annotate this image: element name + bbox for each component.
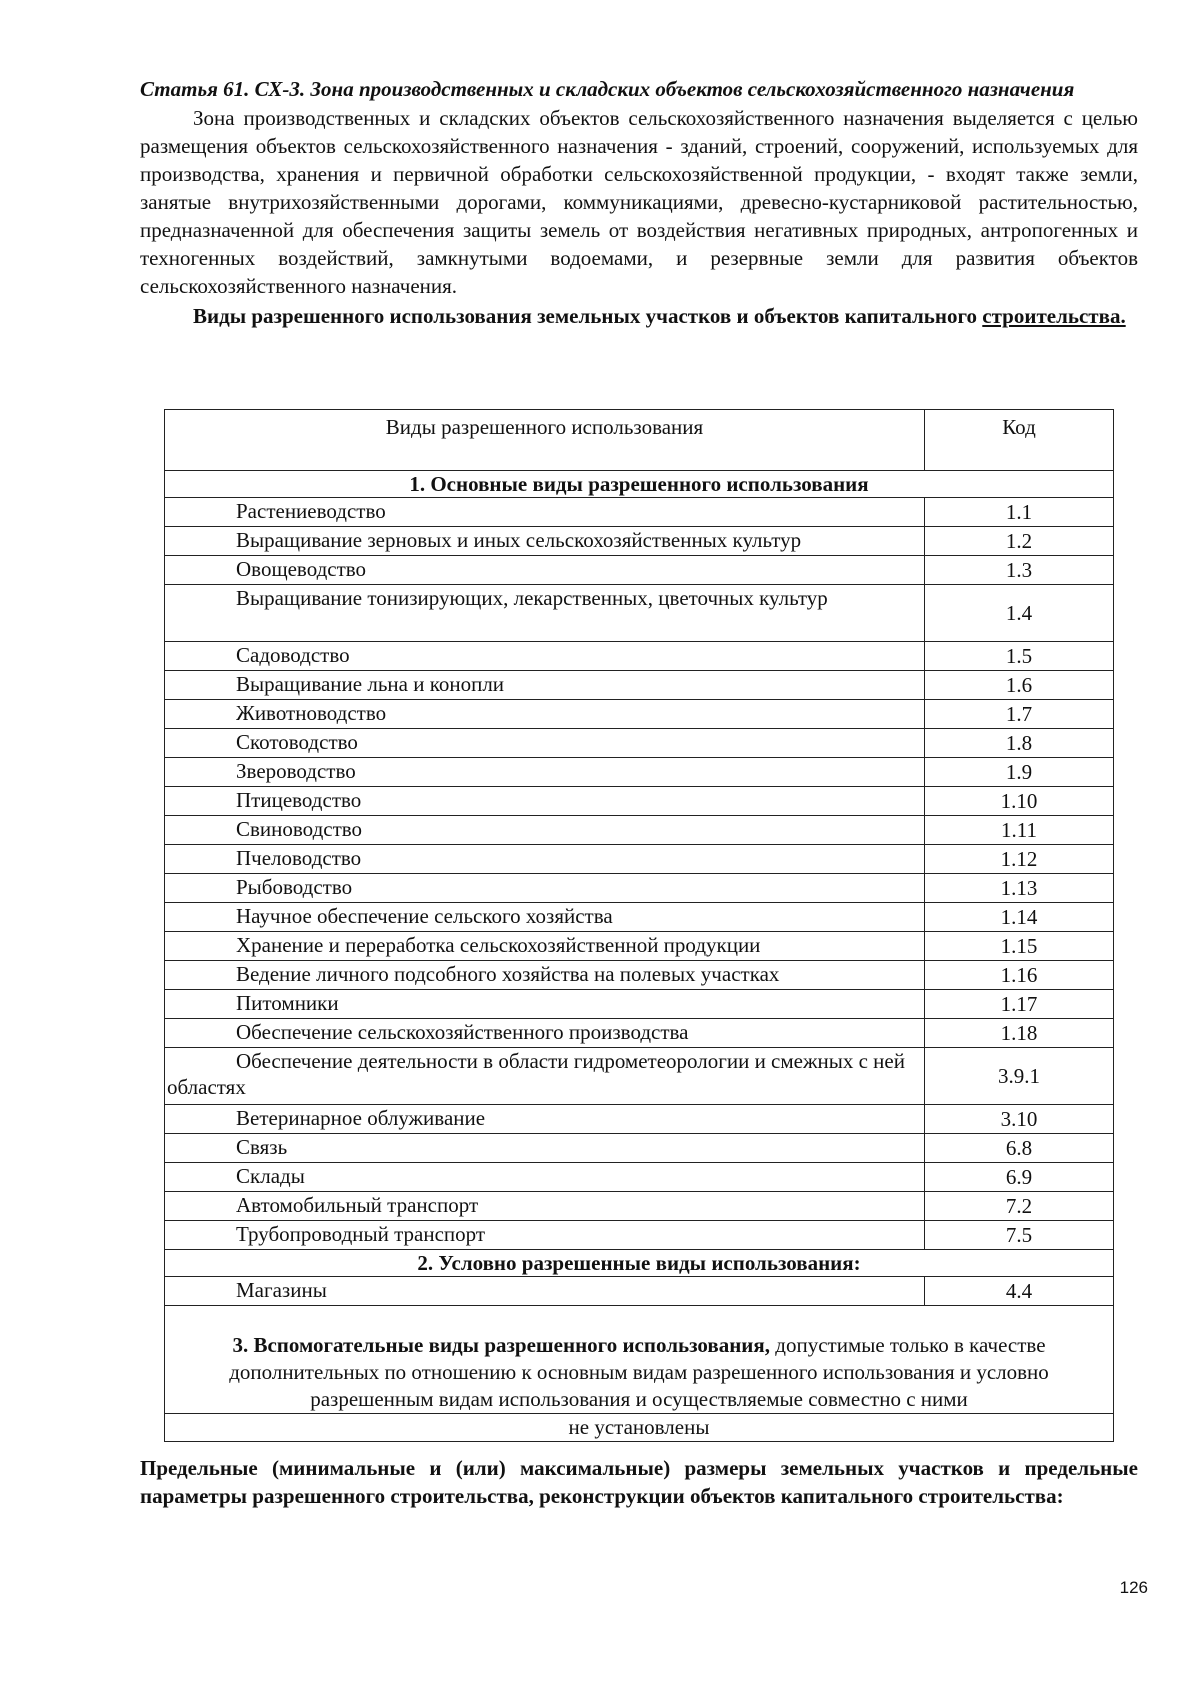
- table-row: [165, 585, 1114, 642]
- use-name: Рыбоводство: [165, 874, 925, 903]
- group-main-row: [165, 471, 1114, 498]
- permitted-uses-table: [164, 409, 1114, 1442]
- table-row: [165, 556, 1114, 585]
- use-name: Скотоводство: [165, 729, 925, 758]
- use-name: Овощеводство: [165, 556, 925, 585]
- group-auxiliary-row: [165, 1306, 1114, 1414]
- use-name: Связь: [165, 1134, 925, 1163]
- table-row: [165, 816, 1114, 845]
- use-code: 3.10: [925, 1105, 1114, 1134]
- use-code: 1.16: [925, 961, 1114, 990]
- use-name: Магазины: [165, 1277, 925, 1306]
- use-name: Выращивание льна и конопли: [165, 671, 925, 700]
- use-code: 6.9: [925, 1163, 1114, 1192]
- limits-heading: Предельные (минимальные и (или) максимальные) размеры земельных участков и предельные параметры разрешенного строительства, реконструкции объектов капитального строительства:: [140, 1456, 1138, 1508]
- use-code: 1.2: [925, 527, 1114, 556]
- use-code: 1.15: [925, 932, 1114, 961]
- use-code: 1.6: [925, 671, 1114, 700]
- table-row: [165, 961, 1114, 990]
- table-row: [165, 1105, 1114, 1134]
- table-row: [165, 1192, 1114, 1221]
- use-name: Растениеводство: [165, 498, 925, 527]
- table-row: [165, 1134, 1114, 1163]
- use-name: Выращивание зерновых и иных сельскохозяйственных культур: [165, 527, 925, 556]
- section-heading-end: строительства.: [982, 304, 1126, 328]
- use-code: 7.5: [925, 1221, 1114, 1250]
- use-name: Обеспечение деятельности в области гидрометеорологии и смежных с ней областях: [165, 1048, 925, 1105]
- use-name: Выращивание тонизирующих, лекарственных, цветочных культур: [165, 585, 925, 642]
- table-row: [165, 932, 1114, 961]
- table-row: [165, 990, 1114, 1019]
- table-row: [165, 527, 1114, 556]
- table-row: [165, 787, 1114, 816]
- use-code: 3.9.1: [925, 1048, 1114, 1105]
- table-row: [165, 1221, 1114, 1250]
- use-name: Звероводство: [165, 758, 925, 787]
- use-name: Птицеводство: [165, 787, 925, 816]
- group-main-title: 1. Основные виды разрешенного использования: [165, 471, 1114, 498]
- group-conditional-row: [165, 1250, 1114, 1277]
- table-row: [165, 845, 1114, 874]
- use-name: Научное обеспечение сельского хозяйства: [165, 903, 925, 932]
- use-name: Животноводство: [165, 700, 925, 729]
- table-row: [165, 1163, 1114, 1192]
- use-code: 1.9: [925, 758, 1114, 787]
- use-code: 1.17: [925, 990, 1114, 1019]
- use-code: 1.1: [925, 498, 1114, 527]
- auxiliary-value-row: [165, 1414, 1114, 1442]
- use-name: Хранение и переработка сельскохозяйственной продукции: [165, 932, 925, 961]
- table-row: [165, 1277, 1114, 1306]
- table-row: [165, 758, 1114, 787]
- table-row: [165, 642, 1114, 671]
- use-code: 1.18: [925, 1019, 1114, 1048]
- zone-description: Зона производственных и складских объектов сельскохозяйственного назначения выделяется с целью размещения объектов сельскохозяйственного назначения - зданий, строений, сооружений, используемых для производства, хранения и первичной обработки сельскохозяйственной продукции, - входят также земли, занятые внутрихозяйственными дорогами, коммуникациями, древесно-кустарниковой растительностью, предназначенной для обеспечения защиты земель от воздействия негативных природных, антропогенных и техногенных воздействий, замкнутыми водоемами, и резервные земли для развития объектов сельскохозяйственного назначения.: [140, 106, 1138, 298]
- group-auxiliary-cell: [165, 1306, 1114, 1414]
- use-code: 1.14: [925, 903, 1114, 932]
- use-code: 1.10: [925, 787, 1114, 816]
- table-row: [165, 874, 1114, 903]
- table-row: [165, 700, 1114, 729]
- section-heading-text: Виды разрешенного использования земельных участков и объектов капитального: [193, 304, 983, 328]
- use-name: Садоводство: [165, 642, 925, 671]
- use-code: 7.2: [925, 1192, 1114, 1221]
- auxiliary-value: не установлены: [165, 1414, 1114, 1442]
- use-code: 1.13: [925, 874, 1114, 903]
- use-code: 1.8: [925, 729, 1114, 758]
- group-conditional-title: 2. Условно разрешенные виды использования:: [165, 1250, 1114, 1277]
- use-name: Склады: [165, 1163, 925, 1192]
- table-row: [165, 1048, 1114, 1105]
- table-row: [165, 903, 1114, 932]
- use-name: Трубопроводный транспорт: [165, 1221, 925, 1250]
- header-code: Код: [925, 410, 1114, 471]
- table-row: [165, 1019, 1114, 1048]
- use-name: Питомники: [165, 990, 925, 1019]
- use-code: 1.3: [925, 556, 1114, 585]
- use-code: 1.12: [925, 845, 1114, 874]
- use-name: Пчеловодство: [165, 845, 925, 874]
- header-name: Виды разрешенного использования: [165, 410, 925, 471]
- table-row: [165, 498, 1114, 527]
- group-auxiliary-description: допустимые только в качестве дополнительных по отношению к основным видам разрешенного использования и условно разрешенным видам использования и осуществляемые совместно с ними: [229, 1333, 1049, 1411]
- use-code: 4.4: [925, 1277, 1114, 1306]
- use-code: 1.11: [925, 816, 1114, 845]
- use-code: 1.5: [925, 642, 1114, 671]
- group-auxiliary-title: 3. Вспомогательные виды разрешенного использования,: [232, 1333, 771, 1357]
- use-name: Ветеринарное облуживание: [165, 1105, 925, 1134]
- use-code: 6.8: [925, 1134, 1114, 1163]
- use-name: Обеспечение сельскохозяйственного производства: [165, 1019, 925, 1048]
- use-name: Ведение личного подсобного хозяйства на полевых участках: [165, 961, 925, 990]
- table-row: [165, 729, 1114, 758]
- use-name: Свиноводство: [165, 816, 925, 845]
- use-name: Автомобильный транспорт: [165, 1192, 925, 1221]
- use-code: 1.4: [925, 585, 1114, 642]
- page-number: 126: [1119, 1578, 1148, 1597]
- section-heading: [140, 302, 1138, 330]
- article-title: Статья 61. СХ-3. Зона производственных и складских объектов сельскохозяйственного назначения: [140, 77, 1075, 101]
- page-body: [140, 76, 1138, 330]
- table-header-row: [165, 410, 1114, 471]
- table-row: [165, 671, 1114, 700]
- use-code: 1.7: [925, 700, 1114, 729]
